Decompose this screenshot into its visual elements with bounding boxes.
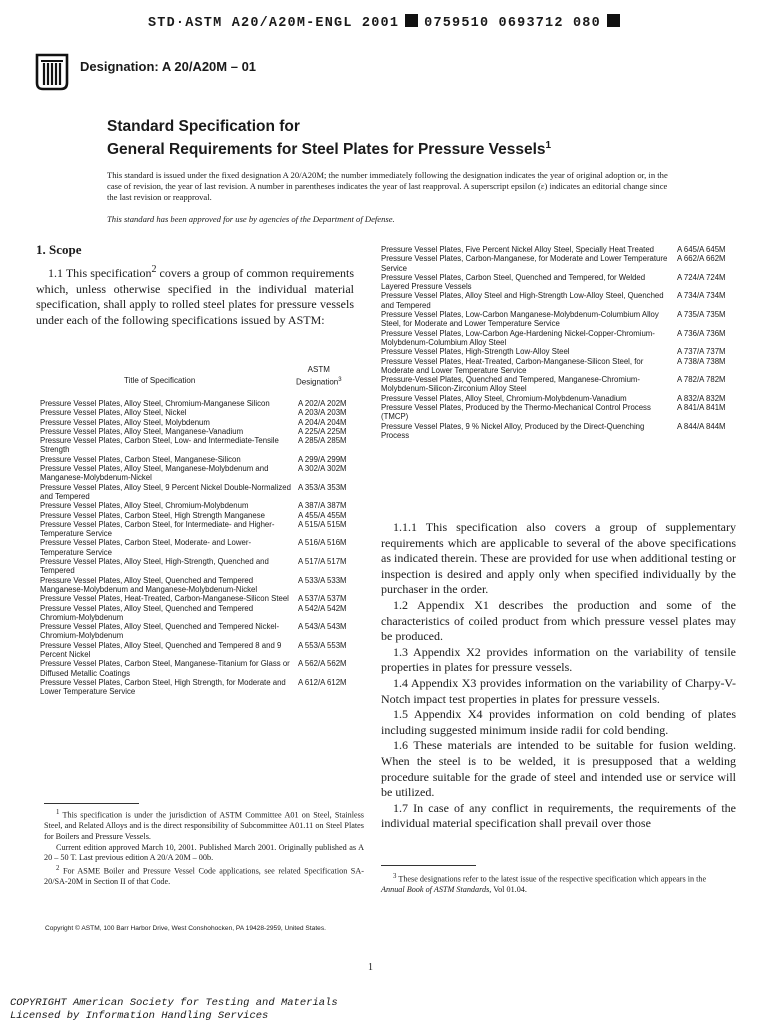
- footnotes-left: [44, 808, 364, 888]
- spec-row: [381, 394, 735, 403]
- spec-designation: A 455/A 455M: [298, 510, 347, 520]
- spec-row: [40, 511, 360, 520]
- spec-row: [40, 501, 360, 510]
- spec-title: Pressure Vessel Plates, Carbon Steel, for Intermediate- and Higher-Temperature Service: [40, 519, 275, 539]
- spec-title: Pressure Vessel Plates, Alloy Steel, Nickel: [40, 408, 187, 418]
- spec-title: Pressure Vessel Plates, Carbon-Manganese, for Moderate and Lower Temperature Service: [381, 254, 668, 273]
- spec-row: [381, 254, 735, 273]
- spec-title: Pressure Vessel Plates, Alloy Steel, Manganese-Molybdenum and Manganese-Molybdenum-Nickel: [40, 464, 269, 483]
- spec-designation: A 553/A 553M: [298, 640, 347, 650]
- spec-row: [40, 520, 360, 539]
- spec-designation: A 735/A 735M: [677, 310, 726, 320]
- footnote-rule-left: [44, 803, 139, 804]
- spec-title: Pressure Vessel Plates, Alloy Steel, Quenched and Tempered 8 and 9 Percent Nickel: [40, 640, 282, 660]
- spec-title: Pressure Vessel Plates, Carbon Steel, Moderate- and Lower-Temperature Service: [40, 538, 252, 557]
- spec-title: Pressure Vessel Plates, Produced by the Thermo-Mechanical Control Process (TMCP): [381, 403, 651, 422]
- footnote-1: $^1$ This specification is under the jurisdiction of ASTM Committee A01 on Steel, Stainless Steel, and Related Alloys and is the direct responsibility of Subcommittee A01.11 on Steel Plates for Boilers and Pressure Vessels.: [44, 809, 364, 841]
- spec-designation: A 203/A 203M: [298, 408, 347, 418]
- black-block-mark: [405, 14, 418, 27]
- scope-paragraph: 1.5 Appendix X4 provides information on cold bending of plates including suggested minimum inside radii for cold bending.: [381, 707, 736, 737]
- spec-row: [40, 418, 360, 427]
- spec-designation: A 662/A 662M: [677, 254, 726, 264]
- page-number: 1: [368, 962, 373, 973]
- spec-designation: A 285/A 285M: [298, 436, 347, 446]
- spec-row: [40, 455, 360, 464]
- spec-designation: A 738/A 738M: [677, 356, 726, 366]
- spec-designation: A 543/A 543M: [298, 622, 347, 632]
- spec-row: [381, 347, 735, 356]
- title-footnote-mark: 1: [545, 140, 552, 151]
- spec-title: Pressure Vessel Plates, Alloy Steel and High-Strength Low-Alloy Steel, Quenched and Tempered: [381, 291, 664, 310]
- astm-logo: [33, 51, 71, 93]
- spec-row: [381, 422, 735, 441]
- footnote-rule-right: [381, 865, 476, 866]
- spec-row: [40, 576, 360, 595]
- document-control-number: 0759510 0693712 080: [424, 16, 601, 31]
- spec-title: Pressure Vessel Plates, Carbon Steel, High Strength Manganese: [40, 510, 265, 520]
- footnote-2: $^2$ For ASME Boiler and Pressure Vessel Code applications, see related Specification SA-20/SA-20M in Section II of that Code.: [44, 864, 364, 887]
- spec-row: [40, 538, 360, 557]
- spec-title: Pressure Vessel Plates, Alloy Steel, Quenched and Tempered Nickel-Chromium-Molybdenum: [40, 622, 280, 641]
- spec-list-left: [40, 399, 360, 697]
- spec-title: Pressure Vessel Plates, Heat-Treated, Carbon-Manganese-Silicon Steel, for Moderate and Lower Temperature Service: [381, 356, 644, 375]
- spec-designation: A 533/A 533M: [298, 575, 347, 585]
- spec-title: Pressure Vessel Plates, Alloy Steel, Chromium-Molybdenum: [40, 501, 249, 511]
- spec-row: [40, 641, 360, 660]
- spec-row: [40, 464, 360, 483]
- scope-heading: 1. Scope: [36, 242, 82, 257]
- spec-title: Pressure Vessel Plates, Alloy Steel, Manganese-Vanadium: [40, 426, 244, 436]
- spec-title: Pressure Vessel Plates, Low-Carbon Manganese-Molybdenum-Columbium Alloy Steel, for Moderate and Lower Temperature Service: [381, 310, 659, 329]
- spec-row: [40, 557, 360, 576]
- footnote-1-edition: Current edition approved March 10, 2001. Published March 2001. Originally published as A 20 – 50 T. Last previous edition A 20/A 20M – 00b.: [44, 842, 364, 863]
- spec-row: [40, 483, 360, 502]
- document-control-line: [148, 14, 626, 31]
- spec-title: Pressure Vessel Plates, Alloy Steel, Molybdenum: [40, 417, 210, 427]
- spec-table-header: [40, 364, 358, 394]
- footnote-ref-2: 2: [151, 264, 157, 275]
- scope-paragraph: 1.7 In case of any conflict in requirements, the requirements of the individual material specification shall prevail over those: [381, 800, 736, 831]
- scope-paragraph: 1.6 These materials are intended to be suitable for fusion welding. When the steel is to be welded, it is presupposed that a welding procedure suitable for the grade of steel and intended use or service will be utilized.: [381, 738, 736, 800]
- spec-row: [40, 678, 360, 697]
- spec-title: Pressure Vessel Plates, Low-Carbon Age-Hardening Nickel-Copper-Chromium-Molybdenum-Columbium Alloy Steel: [381, 328, 655, 347]
- spec-row: [40, 659, 360, 678]
- spec-designation: A 353/A 353M: [298, 482, 347, 492]
- spec-title: Pressure Vessel Plates, Heat-Treated, Carbon-Manganese-Silicon Steel: [40, 594, 289, 604]
- spec-designation: A 515/A 515M: [298, 519, 347, 529]
- spec-row: [40, 399, 360, 408]
- spec-designation: A 517/A 517M: [298, 557, 347, 567]
- spec-designation: A 612/A 612M: [298, 677, 347, 687]
- designation-column-header: ASTM Designation$^3$: [296, 365, 342, 387]
- license-notice: [10, 997, 338, 1023]
- spec-title: Pressure Vessel Plates, Carbon Steel, Manganese-Silicon: [40, 454, 241, 464]
- spec-designation: A 202/A 202M: [298, 399, 347, 408]
- spec-title: Pressure Vessel Plates, Carbon Steel, Manganese-Titanium for Glass or Diffused Metallic Coatings: [40, 659, 290, 678]
- license-notice-line-1: COPYRIGHT American Society for Testing and Materials: [10, 997, 338, 1009]
- spec-row: [381, 310, 735, 329]
- spec-row: [381, 273, 735, 292]
- scope-paragraph-1-1: 1.1 This specification$^2$ covers a group of common requirements which, unless otherwise specified in the individual material specification, shall apply to rolled steel plates for pressure vessels under each of the following specifications issued by ASTM:: [36, 264, 354, 327]
- spec-title: Pressure Vessel Plates, 9 % Nickel Alloy, Produced by the Direct-Quenching Process: [381, 421, 645, 440]
- scope-paragraph: 1.3 Appendix X2 provides information on the variability of tensile properties in plates for pressure vessels.: [381, 644, 736, 675]
- spec-designation: A 645/A 645M: [677, 245, 726, 254]
- spec-designation: A 841/A 841M: [677, 403, 726, 413]
- spec-row: [381, 375, 735, 394]
- scope-paragraph: 1.1.1 This specification also covers a group of supplementary requirements which are applicable to several of the above specifications as indicated therein. These are provided for use when additional testing or inspection is desired and apply only when specified individually by the purchaser in the order.: [381, 520, 736, 597]
- spec-title: Pressure Vessel Plates, Carbon Steel, Quenched and Tempered, for Welded Layered Pressure Vessels: [381, 272, 646, 292]
- spec-designation: A 225/A 225M: [298, 426, 347, 436]
- document-control-code: STD·ASTM A20/A20M-ENGL 2001: [148, 16, 400, 31]
- approval-note: This standard has been approved for use by agencies of the Department of Defense.: [107, 214, 395, 224]
- spec-designation: A 562/A 562M: [298, 659, 347, 669]
- title-line-2: General Requirements for Steel Plates for Pressure Vessels$^1$: [107, 140, 552, 159]
- title-column-header: Title of Specification: [124, 376, 196, 385]
- standard-note: This standard is issued under the fixed designation A 20/A20M; the number immediately following the designation indicates the year of original adoption or, in the case of revision, the year of last revision. A number in parentheses indicates the year of last reapproval. A superscript epsilon (ε) indicates an editorial change since the last revision or reapproval.: [107, 170, 668, 202]
- spec-title: Pressure Vessel Plates, Alloy Steel, Quenched and Tempered Manganese-Molybdenum and Manganese-Molybdenum-Nickel: [40, 575, 258, 594]
- spec-designation: A 782/A 782M: [677, 375, 726, 385]
- spec-row: [40, 427, 360, 436]
- spec-title: Pressure Vessel Plates, Carbon Steel, Low- and Intermediate-Tensile Strength: [40, 436, 279, 455]
- spec-row: [40, 436, 360, 455]
- spec-title: Pressure Vessel Plates, Alloy Steel, 9 Percent Nickel Double-Normalized and Tempered: [40, 482, 291, 501]
- copyright-line: Copyright © ASTM, 100 Barr Harbor Drive, West Conshohocken, PA 19428-2959, United States.: [45, 925, 326, 932]
- spec-title: Pressure Vessel Plates, High-Strength Low-Alloy Steel: [381, 347, 570, 357]
- spec-designation: A 516/A 516M: [298, 538, 347, 548]
- designation: Designation: A 20/A20M – 01: [80, 59, 257, 74]
- spec-title: Pressure Vessel Plates, Five Percent Nickel Alloy Steel, Specially Heat Treated: [381, 245, 655, 254]
- spec-designation: A 299/A 299M: [298, 454, 347, 464]
- scope-paragraphs-right: [381, 520, 736, 832]
- spec-row: [381, 291, 735, 310]
- spec-designation: A 736/A 736M: [677, 328, 726, 338]
- spec-title: Pressure Vessel Plates, Alloy Steel, Quenched and Tempered Chromium-Molybdenum: [40, 603, 254, 622]
- spec-designation: A 724/A 724M: [677, 272, 726, 282]
- spec-designation: A 844/A 844M: [677, 421, 726, 431]
- document-title: [107, 117, 551, 159]
- spec-row: [381, 329, 735, 348]
- spec-title: Pressure-Vessel Plates, Quenched and Tempered, Manganese-Chromium-Molybdenum-Silicon-Zirconium Alloy Steel: [381, 375, 641, 394]
- spec-designation: A 542/A 542M: [298, 603, 347, 613]
- scope-paragraph: 1.4 Appendix X3 provides information on the variability of Charpy-V-Notch impact test properties in plates for pressure vessels.: [381, 675, 736, 706]
- spec-designation: A 387/A 387M: [298, 501, 347, 511]
- spec-row: [40, 408, 360, 417]
- spec-designation: A 832/A 832M: [677, 393, 726, 403]
- spec-designation: A 537/A 537M: [298, 594, 347, 604]
- footnote-3: $^3$ These designations refer to the latest issue of the respective specification which appears in the Annual Book of ASTM Standards, Vol 01.04.: [381, 873, 707, 895]
- spec-row: [381, 245, 735, 254]
- title-line-1: Standard Specification for: [107, 118, 300, 135]
- spec-row: [40, 594, 360, 603]
- spec-row: [40, 604, 360, 623]
- spec-title: Pressure Vessel Plates, Alloy Steel, Chromium-Molybdenum-Vanadium: [381, 393, 627, 403]
- black-block-mark-end: [607, 14, 620, 27]
- spec-designation: A 734/A 734M: [677, 291, 726, 301]
- scope-paragraph: 1.2 Appendix X1 describes the production and some of the characteristics of coiled product from which pressure vessel plates may be produced.: [381, 597, 736, 644]
- spec-designation: A 204/A 204M: [298, 417, 347, 427]
- spec-row: [40, 622, 360, 641]
- spec-title: Pressure Vessel Plates, Alloy Steel, Chromium-Manganese Silicon: [40, 399, 270, 408]
- spec-row: [381, 357, 735, 376]
- license-notice-line-2: Licensed by Information Handling Services: [10, 1010, 269, 1022]
- spec-designation: A 737/A 737M: [677, 347, 726, 357]
- spec-list-right: [381, 245, 735, 440]
- spec-row: [381, 403, 735, 422]
- spec-title: Pressure Vessel Plates, Carbon Steel, High Strength, for Moderate and Lower Temperature Service: [40, 677, 286, 697]
- spec-designation: A 302/A 302M: [298, 464, 347, 474]
- spec-title: Pressure Vessel Plates, Alloy Steel, High-Strength, Quenched and Tempered: [40, 557, 269, 576]
